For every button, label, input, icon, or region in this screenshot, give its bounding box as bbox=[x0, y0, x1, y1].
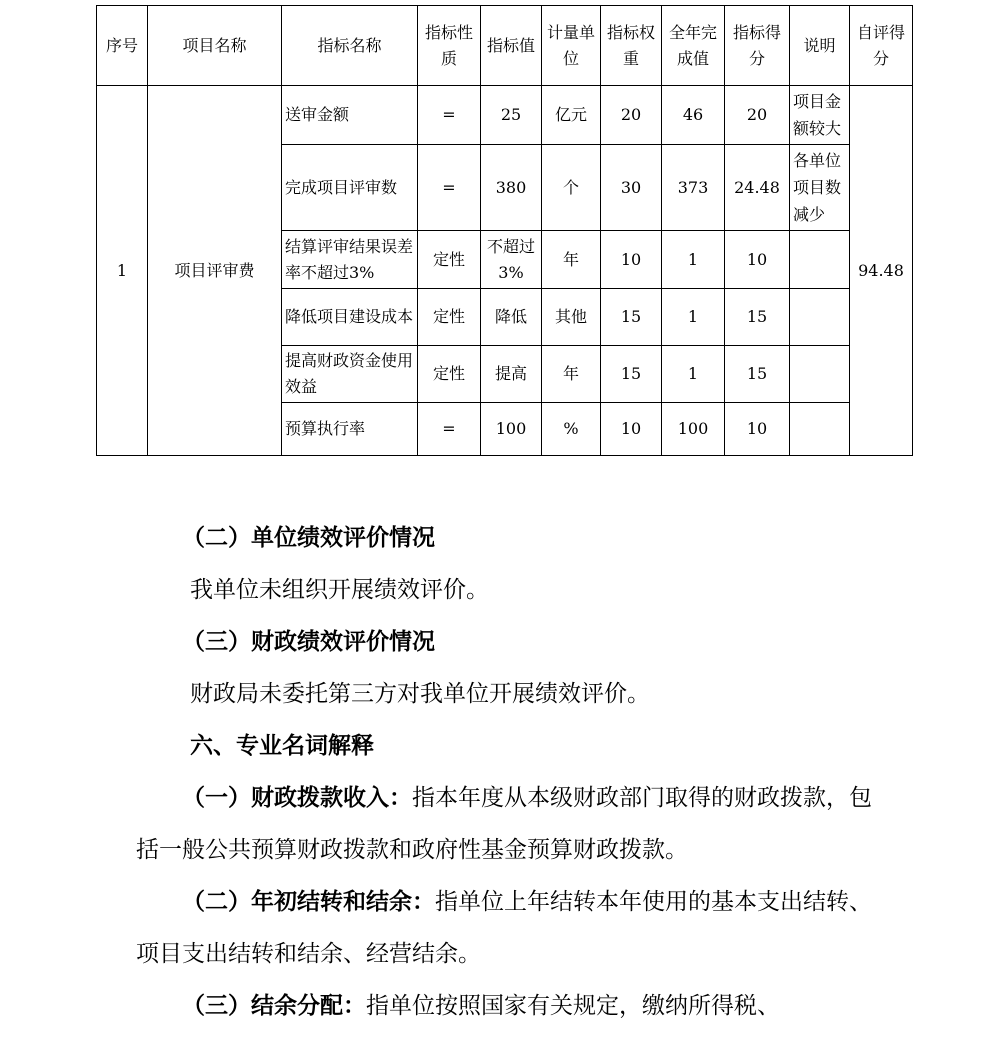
unit-cell: 亿元 bbox=[542, 86, 601, 145]
actual-cell: 1 bbox=[662, 231, 725, 289]
term-title-1: （一）财政拨款收入： bbox=[182, 784, 412, 811]
score-cell: 10 bbox=[725, 403, 790, 456]
score-cell: 10 bbox=[725, 231, 790, 289]
indicator-name-cell: 降低项目建设成本 bbox=[282, 289, 418, 346]
indicator-value-cell: 380 bbox=[481, 145, 542, 231]
header-project-name: 项目名称 bbox=[148, 6, 282, 86]
note-cell: 各单位项目数减少 bbox=[790, 145, 850, 231]
indicator-name-cell: 完成项目评审数 bbox=[282, 145, 418, 231]
header-score: 指标得分 bbox=[725, 6, 790, 86]
actual-cell: 1 bbox=[662, 346, 725, 403]
term-paragraph-1 bbox=[136, 772, 878, 876]
indicator-nature-cell: 定性 bbox=[418, 231, 481, 289]
note-cell bbox=[790, 403, 850, 456]
indicator-value-cell: 降低 bbox=[481, 289, 542, 346]
section-heading-fin-eval: （三）财政绩效评价情况 bbox=[182, 628, 435, 655]
seq-cell: 1 bbox=[97, 86, 148, 456]
unit-cell: 年 bbox=[542, 231, 601, 289]
indicator-nature-cell: = bbox=[418, 86, 481, 145]
term-paragraph-3 bbox=[136, 980, 878, 1032]
note-cell: 项目金额较大 bbox=[790, 86, 850, 145]
indicator-value-cell: 提高 bbox=[481, 346, 542, 403]
term-body-3: 指单位按照国家有关规定，缴纳所得税、 bbox=[366, 993, 780, 1019]
table-header-row bbox=[97, 6, 913, 86]
weight-cell: 10 bbox=[601, 403, 662, 456]
section-heading-unit-eval: （二）单位绩效评价情况 bbox=[182, 524, 435, 551]
section-heading-terms: 六、专业名词解释 bbox=[190, 732, 375, 759]
weight-cell: 15 bbox=[601, 346, 662, 403]
header-indicator-value: 指标值 bbox=[481, 6, 542, 86]
indicator-value-cell: 不超过3% bbox=[481, 231, 542, 289]
indicator-nature-cell: = bbox=[418, 145, 481, 231]
indicator-name-cell: 送审金额 bbox=[282, 86, 418, 145]
actual-cell: 1 bbox=[662, 289, 725, 346]
header-seq: 序号 bbox=[97, 6, 148, 86]
indicator-value-cell: 100 bbox=[481, 403, 542, 456]
weight-cell: 30 bbox=[601, 145, 662, 231]
actual-cell: 46 bbox=[662, 86, 725, 145]
indicator-name-cell: 预算执行率 bbox=[282, 403, 418, 456]
header-indicator-nature: 指标性质 bbox=[418, 6, 481, 86]
score-cell: 15 bbox=[725, 346, 790, 403]
term-paragraph-2 bbox=[136, 876, 878, 980]
actual-cell: 373 bbox=[662, 145, 725, 231]
indicator-value-cell: 25 bbox=[481, 86, 542, 145]
indicator-nature-cell: 定性 bbox=[418, 289, 481, 346]
weight-cell: 20 bbox=[601, 86, 662, 145]
term-body-1: 指本年度从本级财政部门取得的财政拨款，包括一般公共预算财政拨款和政府性基金预算财政拨款。 bbox=[136, 785, 872, 863]
performance-table bbox=[96, 5, 913, 456]
weight-cell: 15 bbox=[601, 289, 662, 346]
term-title-3: （三）结余分配： bbox=[182, 992, 366, 1019]
indicator-nature-cell: = bbox=[418, 403, 481, 456]
score-cell: 15 bbox=[725, 289, 790, 346]
note-cell bbox=[790, 346, 850, 403]
unit-cell: 年 bbox=[542, 346, 601, 403]
note-cell bbox=[790, 231, 850, 289]
paragraph-fin-eval: 财政局未委托第三方对我单位开展绩效评价。 bbox=[190, 681, 651, 707]
note-cell bbox=[790, 289, 850, 346]
header-unit: 计量单位 bbox=[542, 6, 601, 86]
table-row bbox=[97, 86, 913, 145]
paragraph-unit-eval: 我单位未组织开展绩效评价。 bbox=[190, 577, 490, 603]
header-self-score: 自评得分 bbox=[850, 6, 913, 86]
body-text bbox=[136, 512, 878, 1032]
self-score-cell: 94.48 bbox=[850, 86, 913, 456]
unit-cell: 个 bbox=[542, 145, 601, 231]
indicator-name-cell: 结算评审结果误差率不超过3% bbox=[282, 231, 418, 289]
score-cell: 24.48 bbox=[725, 145, 790, 231]
unit-cell: % bbox=[542, 403, 601, 456]
indicator-nature-cell: 定性 bbox=[418, 346, 481, 403]
header-indicator-name: 指标名称 bbox=[282, 6, 418, 86]
header-note: 说明 bbox=[790, 6, 850, 86]
term-body-2: 指单位上年结转本年使用的基本支出结转、项目支出结转和结余、经营结余。 bbox=[136, 889, 872, 967]
unit-cell: 其他 bbox=[542, 289, 601, 346]
header-actual: 全年完成值 bbox=[662, 6, 725, 86]
score-cell: 20 bbox=[725, 86, 790, 145]
weight-cell: 10 bbox=[601, 231, 662, 289]
term-title-2: （二）年初结转和结余： bbox=[182, 888, 435, 915]
project-name-cell: 项目评审费 bbox=[148, 86, 282, 456]
header-weight: 指标权重 bbox=[601, 6, 662, 86]
indicator-name-cell: 提高财政资金使用效益 bbox=[282, 346, 418, 403]
actual-cell: 100 bbox=[662, 403, 725, 456]
